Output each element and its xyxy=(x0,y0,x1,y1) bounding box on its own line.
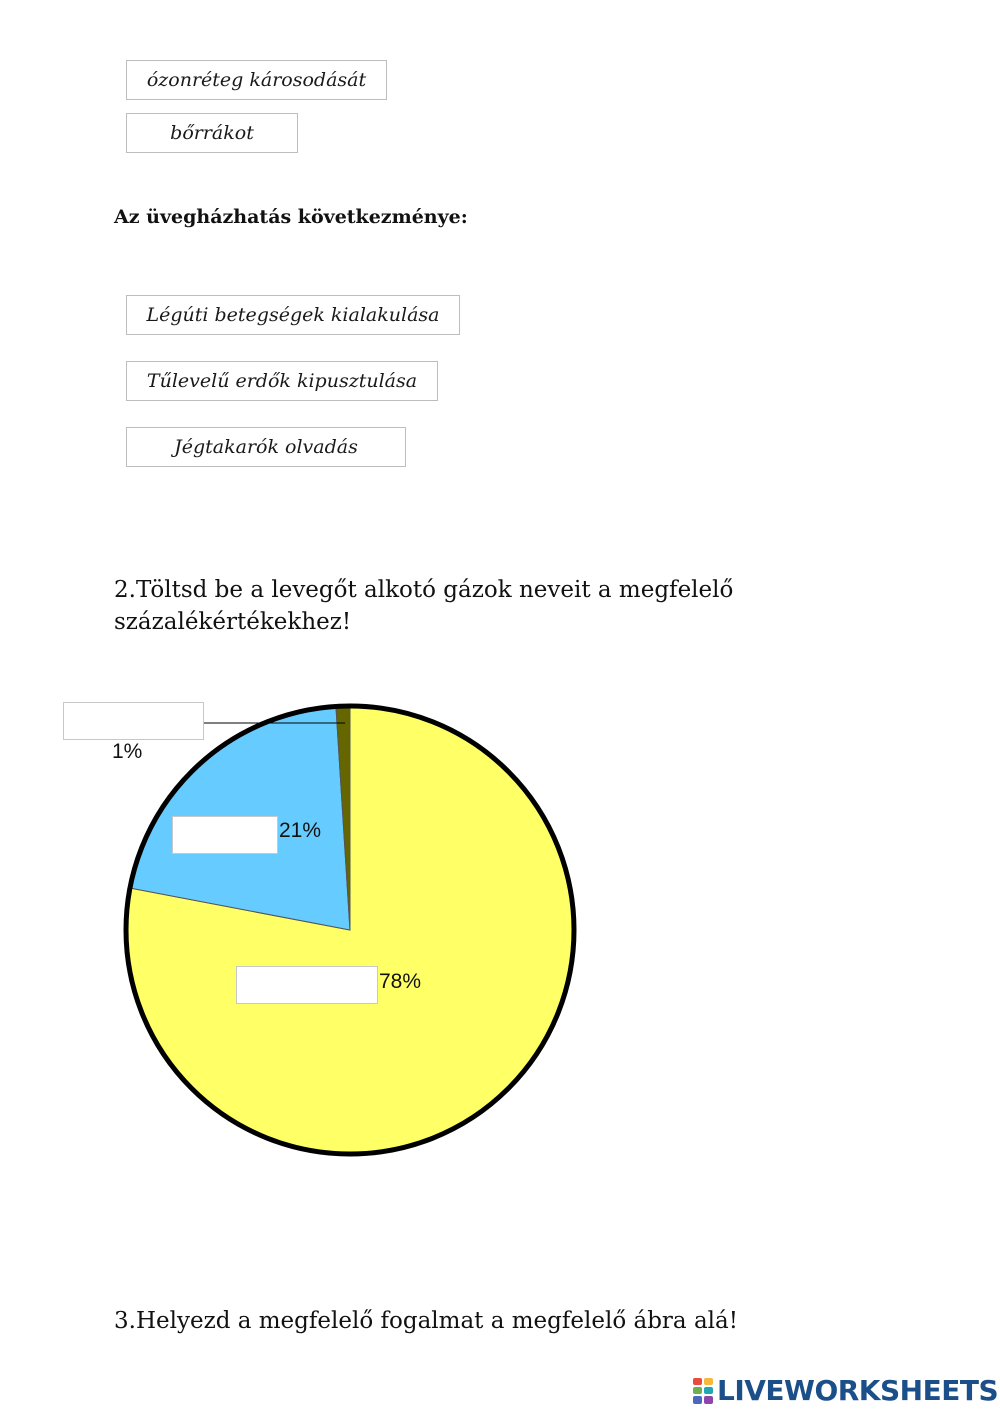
liveworksheets-brand xyxy=(693,1374,998,1407)
option-coniferous-forests[interactable]: Tűlevelű erdők kipusztulása xyxy=(126,361,438,401)
pie-label-21pct: 21% xyxy=(279,819,322,842)
brand-name: LIVEWORKSHEETS xyxy=(717,1374,999,1407)
answer-input-1pct[interactable] xyxy=(63,702,204,740)
option-respiratory-diseases[interactable]: Légúti betegségek kialakulása xyxy=(126,295,460,335)
task-3-instruction: 3.Helyezd a megfelelő fogalmat a megfelelő ábra alá! xyxy=(114,1308,738,1334)
task-2-instruction: 2.Töltsd be a levegőt alkotó gázok neveit a megfelelő százalékértékekhez! xyxy=(114,577,734,635)
answer-input-21pct[interactable] xyxy=(172,816,278,854)
liveworksheets-logo-icon xyxy=(693,1378,713,1404)
pie-label-78pct: 78% xyxy=(379,970,422,993)
option-skin-cancer[interactable]: bőrrákot xyxy=(126,113,298,153)
greenhouse-heading: Az üvegházhatás következménye: xyxy=(114,206,468,228)
pie-label-1pct: 1% xyxy=(112,740,143,763)
option-ice-caps-melting[interactable]: Jégtakarók olvadás xyxy=(126,427,406,467)
answer-input-78pct[interactable] xyxy=(236,966,378,1004)
option-ozone-damage[interactable]: ózonréteg károsodását xyxy=(126,60,387,100)
